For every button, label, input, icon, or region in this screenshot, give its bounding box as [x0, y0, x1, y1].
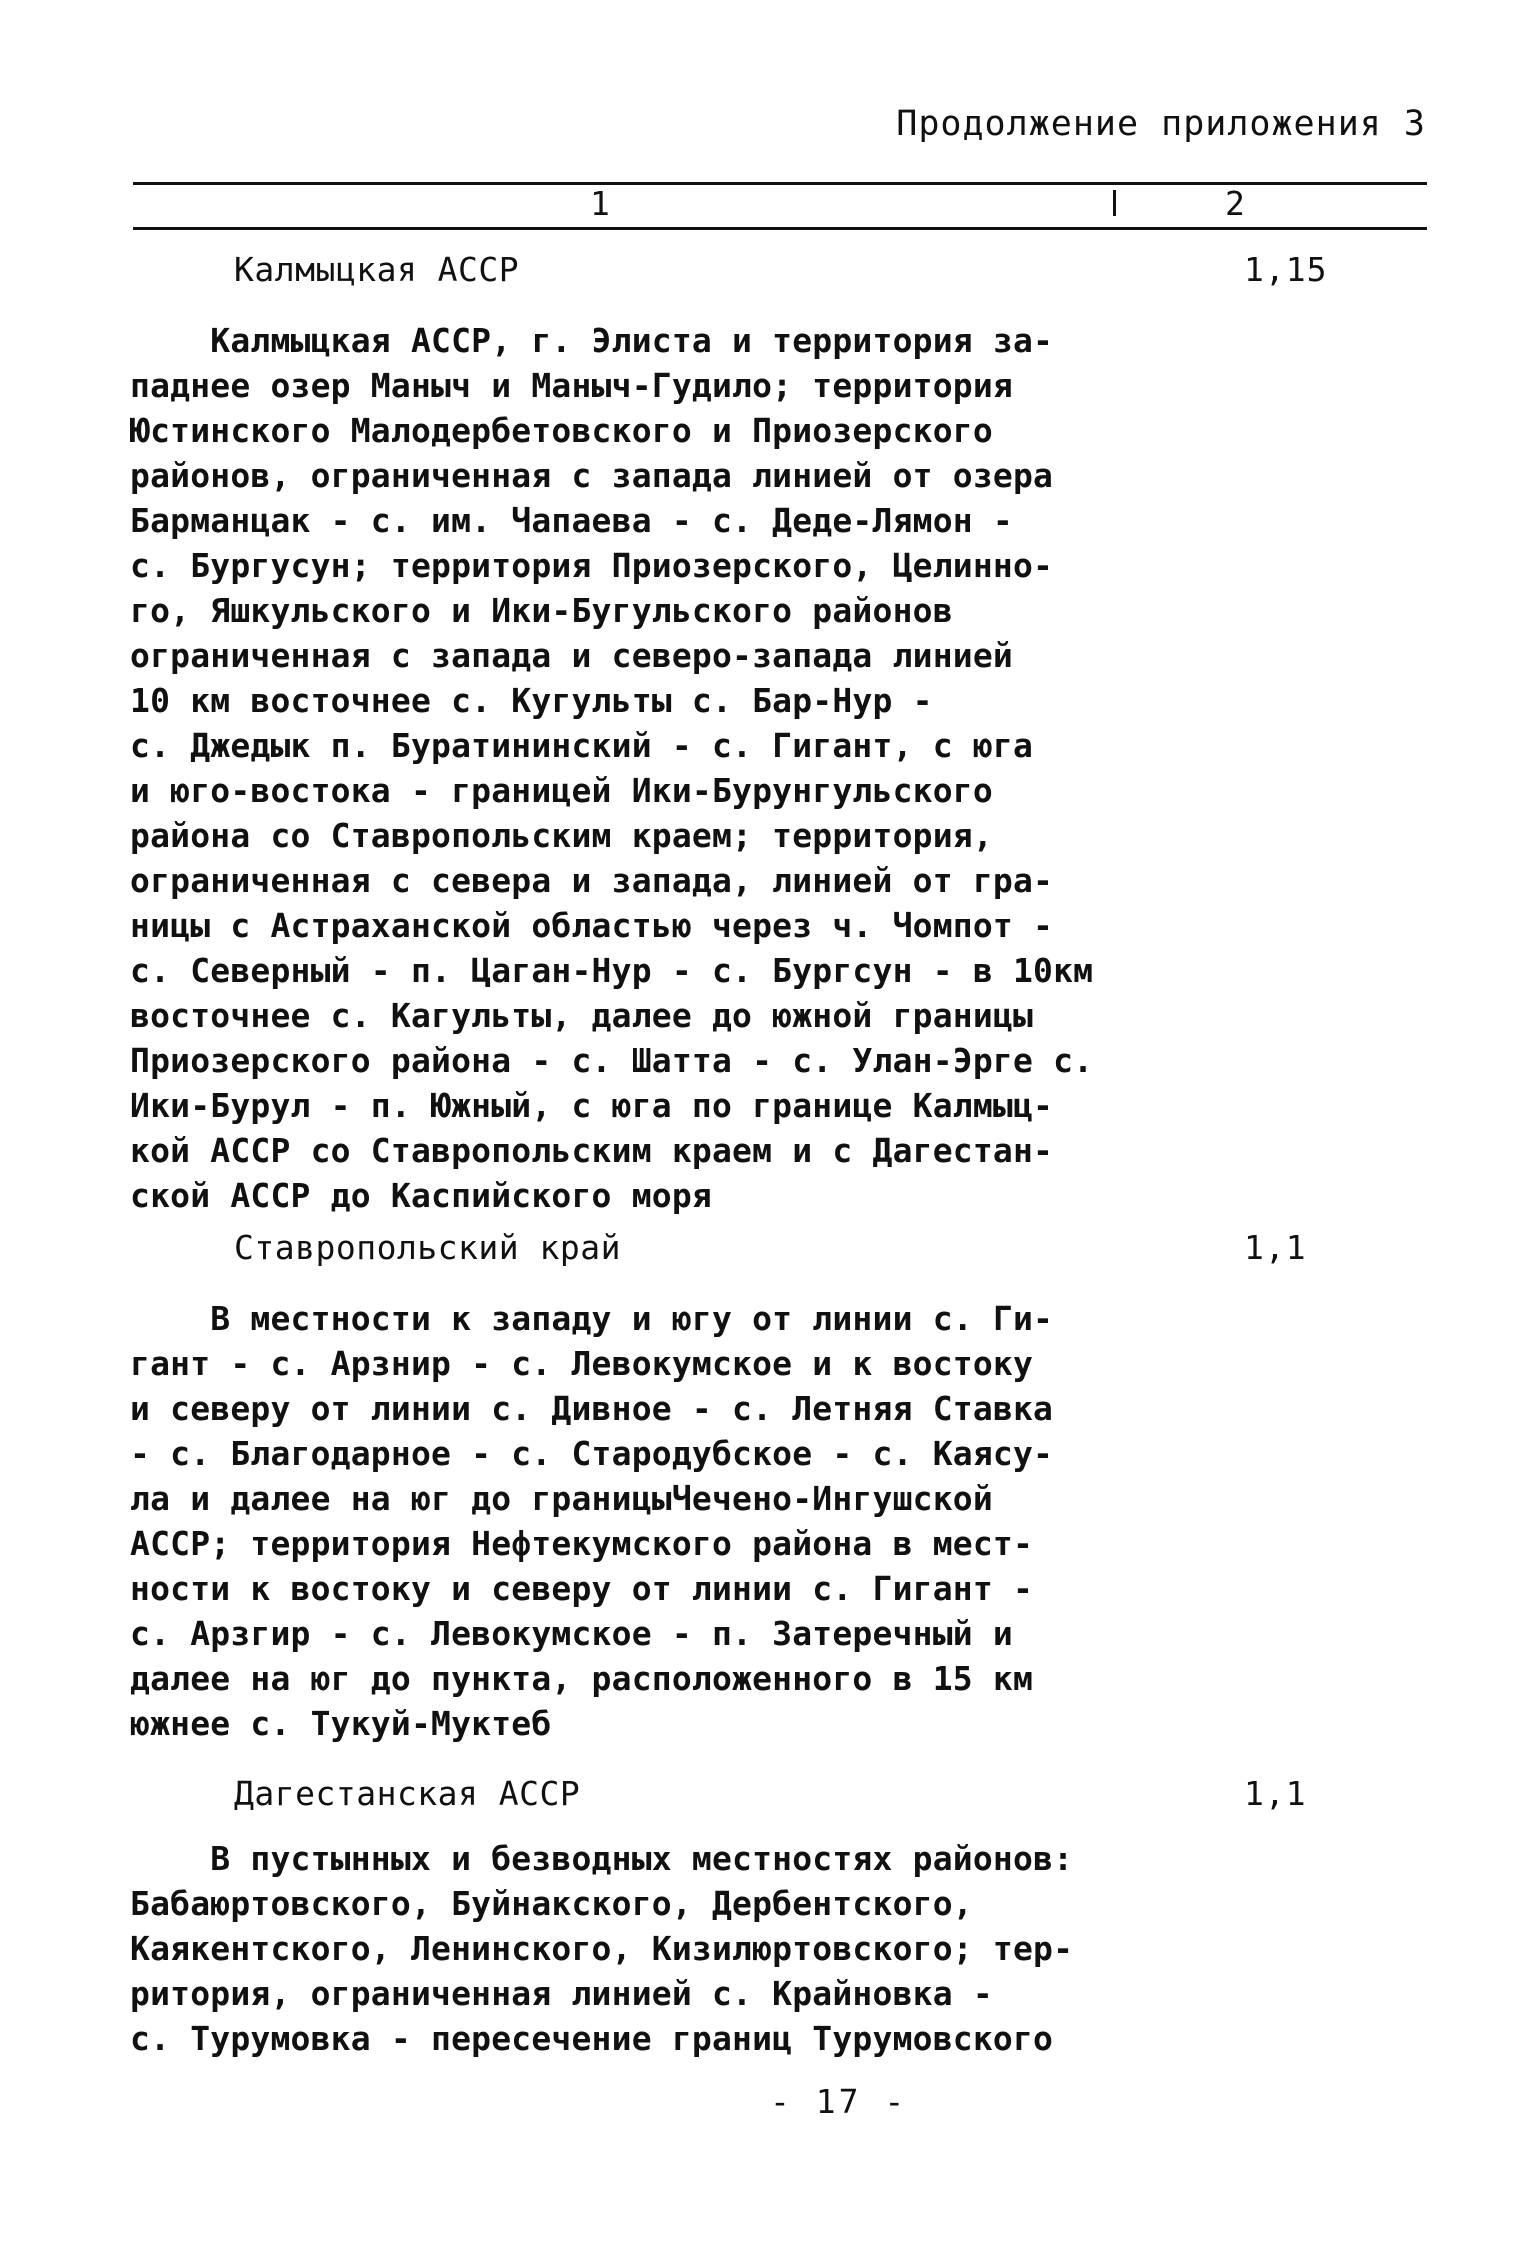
text-line: В пустынных и безводных местностях районов: [130, 1839, 1074, 1878]
section-text-stavropol [130, 1296, 1053, 1746]
text-line: района со Ставропольским краем; территория, [130, 816, 993, 855]
text-line: ограниченная с запада и северо-запада линией [130, 636, 1013, 675]
coefficient-kalmyk: 1,15 [1244, 250, 1328, 289]
text-line: и северу от линии с. Дивное - с. Летняя Ставка [130, 1389, 1054, 1428]
text-line: с. Турумовка - пересечение границ Турумовского [130, 2019, 1054, 2058]
text-line: ской АССР до Каспийского моря [130, 1176, 712, 1215]
text-line: гант - с. Арзнир - с. Левокумское и к востоку [130, 1344, 1034, 1383]
text-line: Калмыцкая АССР, г. Элиста и территория за- [130, 321, 1054, 360]
text-line: ограниченная с севера и запада, линией от гра- [130, 861, 1054, 900]
text-line: далее на юг до пункта, расположенного в 15 км [130, 1659, 1034, 1698]
text-line: с. Джедык п. Буратининский - с. Гигант, с юга [130, 726, 1034, 765]
column-separator [1113, 190, 1116, 216]
section-text-kalmyk [130, 318, 1093, 1218]
text-line: - с. Благодарное - с. Стародубское - с. Каясу- [130, 1434, 1054, 1473]
text-line: с. Северный - п. Цаган-Нур - с. Бургсун - в 10км [130, 951, 1094, 990]
text-line: ности к востоку и северу от линии с. Гигант - [130, 1569, 1034, 1608]
text-line: го, Яшкульского и Ики-Бугульского районов [130, 591, 953, 630]
page-header-continuation: Продолжение приложения 3 [896, 104, 1426, 144]
text-line: ницы с Астраханской областью через ч. Чомпот - [130, 906, 1054, 945]
text-line: Бабаюртовского, Буйнакского, Дербентского, [130, 1884, 973, 1923]
column-2-heading: 2 [1225, 184, 1245, 223]
table-header-bottom-rule [133, 227, 1427, 230]
text-line: и юго-востока - границей Ики-Бурунгульского [130, 771, 993, 810]
text-line: Барманцак - с. им. Чапаева - с. Деде-Лямон - [130, 501, 1013, 540]
section-title-dagestan: Дагестанская АССР [234, 1774, 581, 1813]
coefficient-dagestan: 1,1 [1244, 1774, 1307, 1813]
text-line: районов, ограниченная с запада линией от озера [130, 456, 1054, 495]
text-line: Каякентского, Ленинского, Кизилюртовского; тер- [130, 1929, 1074, 1968]
text-line: паднее озер Маныч и Маныч-Гудило; территория [130, 366, 1013, 405]
text-line: с. Арзгир - с. Левокумское - п. Затеречный и [130, 1614, 1013, 1653]
text-line: Ики-Бурул - п. Южный, с юга по границе Калмыц- [130, 1086, 1054, 1125]
text-line: ритория, ограниченная линией с. Крайновка - [130, 1974, 993, 2013]
text-line: восточнее с. Кагульты, далее до южной границы [130, 996, 1034, 1035]
text-line: 10 км восточнее с. Кугульты с. Бар-Нур - [130, 681, 933, 720]
text-line: В местности к западу и югу от линии с. Ги- [130, 1299, 1054, 1338]
section-text-dagestan [130, 1836, 1073, 2061]
text-line: ла и далее на юг до границыЧечено-Ингушской [130, 1479, 993, 1518]
text-line: АССР; территория Нефтекумского района в мест- [130, 1524, 1034, 1563]
column-1-heading: 1 [590, 184, 610, 223]
text-line: южнее с. Тукуй-Муктеб [130, 1704, 552, 1743]
text-line: Приозерского района - с. Шатта - с. Улан-Эрге с. [130, 1041, 1094, 1080]
text-line: кой АССР со Ставропольским краем и с Дагестан- [130, 1131, 1054, 1170]
text-line: Юстинского Малодербетовского и Приозерского [130, 411, 993, 450]
text-line: с. Бургусун; территория Приозерского, Целинно- [130, 546, 1054, 585]
section-title-stavropol: Ставропольский край [234, 1228, 621, 1267]
page-number: - 17 - [770, 2082, 908, 2121]
section-title-kalmyk: Калмыцкая АССР [234, 250, 520, 289]
coefficient-stavropol: 1,1 [1244, 1228, 1307, 1267]
